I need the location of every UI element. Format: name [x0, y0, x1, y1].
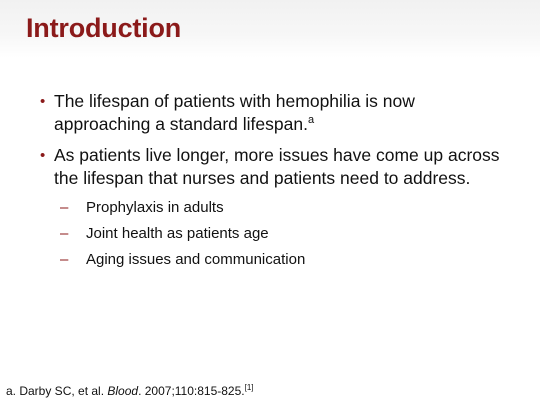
slide-title: Introduction: [26, 13, 182, 43]
sub-bullet-item: [60, 198, 510, 217]
citation-suffix: . 2007;110:815-825.: [138, 384, 245, 398]
sub-bullet-item: [60, 224, 510, 243]
sub-bullet-text: Aging issues and communication: [86, 251, 306, 268]
bullet-text: As patients live longer, more issues have come up across the lifespan that nurses and patients need to address.: [54, 145, 500, 188]
sub-bullet-item: [60, 250, 510, 269]
bullet-list: [40, 90, 510, 276]
sub-bullet-marker: –: [60, 251, 69, 268]
citation-prefix: a. Darby SC, et al.: [6, 384, 108, 398]
bullet-marker: •: [40, 93, 46, 110]
sub-bullet-list: [60, 198, 510, 269]
sub-bullet-text: Joint health as patients age: [86, 225, 269, 242]
bullet-item: [40, 90, 510, 136]
sub-bullet-text: Prophylaxis in adults: [86, 199, 224, 216]
bullet-marker: •: [40, 147, 46, 164]
citation-journal: Blood: [107, 384, 139, 398]
sub-bullet-marker: –: [60, 225, 69, 242]
sub-bullet-marker: –: [60, 199, 69, 216]
bullet-text: The lifespan of patients with hemophilia is now approaching a standard lifespan.: [54, 91, 415, 134]
citation-reference-mark: [1]: [244, 383, 254, 392]
footnote-marker: a: [307, 114, 315, 127]
citation-footnote: [6, 384, 254, 398]
bullet-item: [40, 144, 510, 190]
